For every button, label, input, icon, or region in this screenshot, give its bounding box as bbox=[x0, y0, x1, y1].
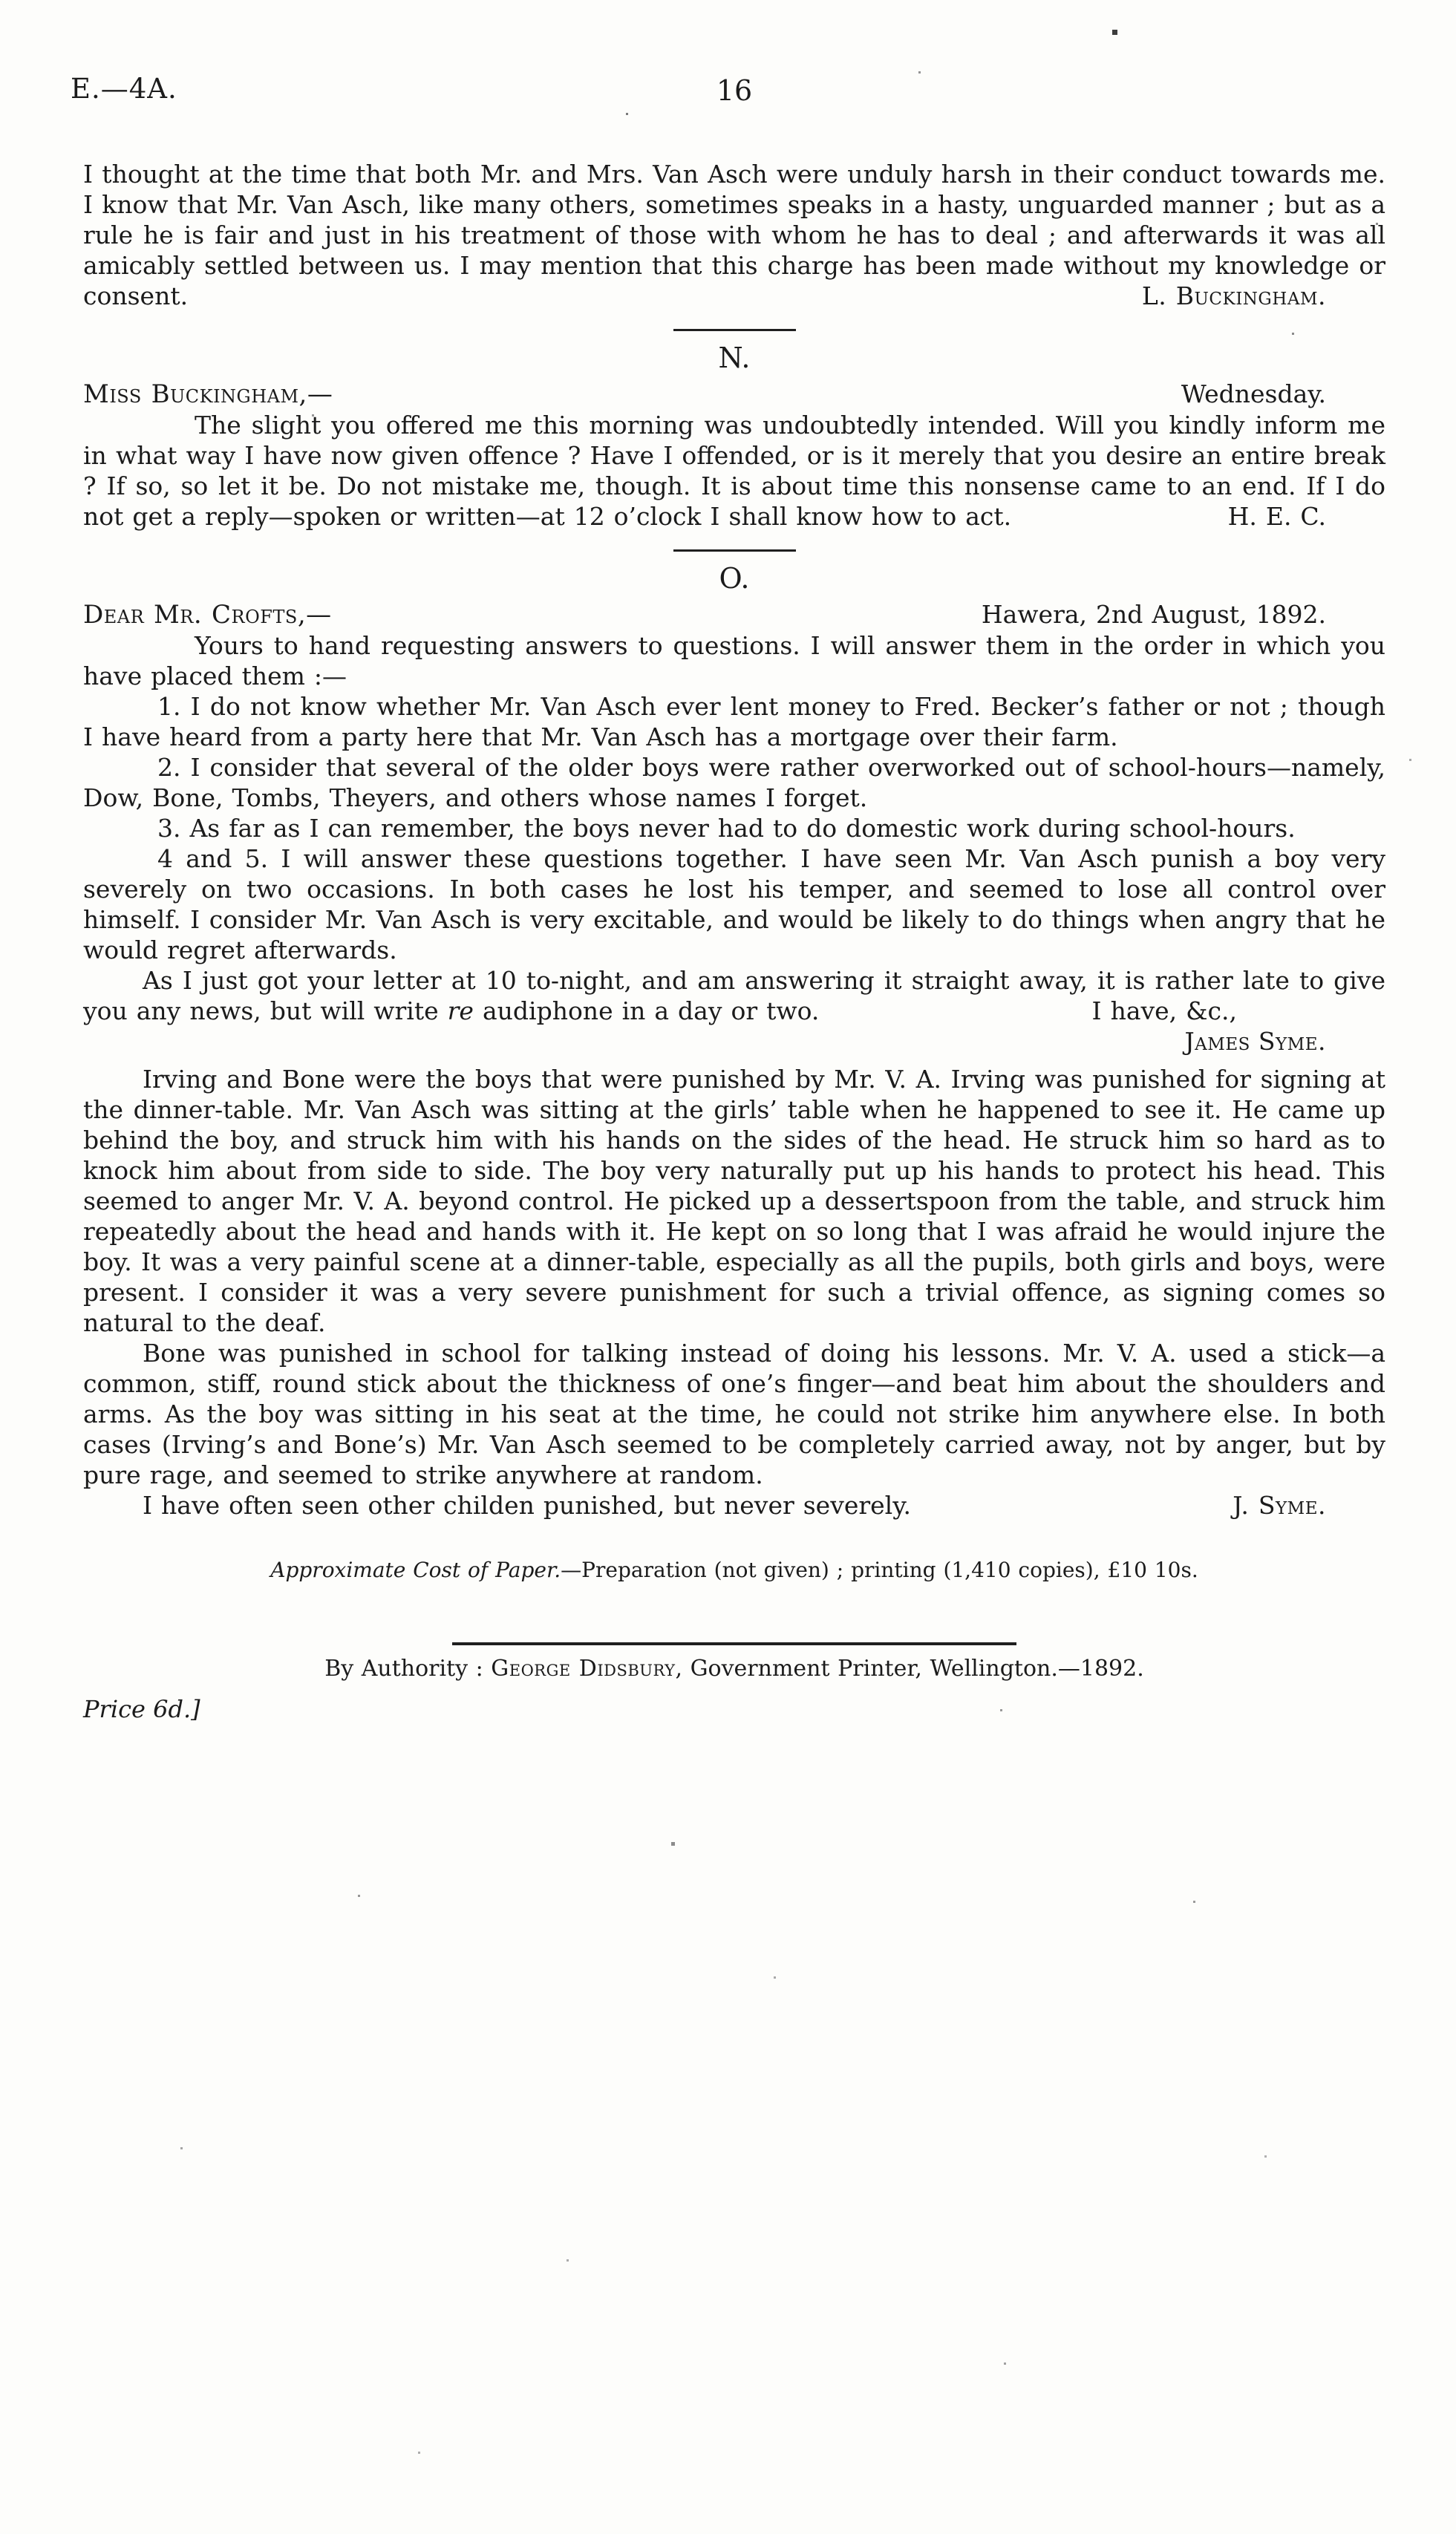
section-divider-rule bbox=[673, 329, 796, 331]
letter-o-answer-1: 1. I do not know whether Mr. Van Asch ever lent money to Fred. Becker’s father or not ; though I have heard from a party here that Mr. Van Asch has a mortgage over their farm. bbox=[83, 692, 1385, 751]
page-number: 16 bbox=[716, 74, 753, 107]
price-note: Price 6d.] bbox=[83, 1695, 200, 1723]
testimony-paragraph-bone: Bone was punished in school for talking instead of doing his lessons. Mr. V. A. used a stick—a common, stiff, round stick about the thickness of one’s finger—and beat him about the shoulders and arms. As the boy was sitting in his seat at the time, he could not strike him anywhere else. In both cases (Irving’s and Bone’s) Mr. Van Asch seemed to be completely carried away, not by anger, but by pure rage, and seemed to strike anywhere at random. bbox=[83, 1339, 1385, 1489]
letter-n-body-text: The slight you offered me this morning was undoubtedly intended. Will you kindly inform me in what way I have now given offence ? Have I offended, or is it merely that you desire an entire break ? If so, so let it be. Do not mistake me, though. It is about time this nonsense came to an end. If I do not get a reply—spoken or written—at 12 o’clock I shall know how to act. bbox=[83, 411, 1385, 531]
document-reference: E.—4A. bbox=[71, 73, 177, 105]
intro-paragraph-text: I thought at the time that both Mr. and Mrs. Van Asch were unduly harsh in their conduct towards me. I know that Mr. Van Asch, like many others, sometimes speaks in a hasty, unguarded manner ; but as a rule he is fair and just in his treatment of those with whom he has to deal ; and afterwards it was all amicably settled between us. I may mention that this charge has been made without my knowledge or consent. bbox=[83, 160, 1385, 310]
letter-o-answer-3: 3. As far as I can remember, the boys never had to do domestic work during school-hours. bbox=[157, 814, 1296, 843]
closing-text-after-italic: audiphone in a day or two. bbox=[473, 996, 820, 1025]
letter-o-answer-4-5: 4 and 5. I will answer these questions together. I have seen Mr. Van Asch punish a boy very severely on two occasions. In both cases he lost his temper, and seemed to lose all control over himself. I consider Mr. Van Asch is very excitable, and would be likely to do things when angry that he would regret afterwards. bbox=[83, 844, 1385, 964]
cost-note-title: Approximate Cost of Paper. bbox=[270, 1558, 561, 1582]
letter-n-salutation: Miss Buckingham,— bbox=[83, 379, 333, 409]
letter-o-dateline: Hawera, 2nd August, 1892. bbox=[981, 600, 1326, 629]
valediction: I have, &c., bbox=[1091, 996, 1237, 1025]
imprint-rule bbox=[452, 1642, 1016, 1645]
print-noise-specks bbox=[0, 0, 2, 2]
cost-of-paper-note bbox=[83, 1558, 1385, 1583]
imprint-suffix: , Government Printer, Wellington.—1892. bbox=[675, 1656, 1144, 1682]
letter-o-answer-2: 2. I consider that several of the older boys were rather overworked out of school-hours—namely, Dow, Bone, Tombs, Theyers, and others whose names I forget. bbox=[83, 753, 1385, 812]
letter-o-salutation-row bbox=[83, 599, 1385, 630]
letter-n-body bbox=[83, 410, 1385, 532]
signature-james-syme: James Syme. bbox=[1184, 1027, 1326, 1056]
letter-o-opening: Yours to hand requesting answers to questions. I will answer them in the order in which you have placed them :— bbox=[83, 631, 1385, 690]
letter-n-dateline: Wednesday. bbox=[1181, 379, 1326, 408]
closing-italic-word: re bbox=[447, 996, 474, 1025]
section-divider-rule bbox=[673, 549, 796, 552]
testimony-paragraph-irving: Irving and Bone were the boys that were punished by Mr. V. A. Irving was punished for signing at the dinner-table. Mr. Van Asch was sitting at the girls’ table when he happened to see it. He came up behind the boy, and struck him with his hands on the sides of the head. He struck him so hard as to knock him about from side to side. The boy very naturally put up his hands to protect his head. This seemed to anger Mr. V. A. beyond control. He picked up a dessertspoon from the table, and struck him repeatedly about the head and hands with it. He kept on so long that I was afraid he would injure the boy. It was a very painful scene at a dinner-table, especially as all the pupils, both girls and boys, were present. I consider it was a very severe punishment for such a trivial offence, as signing comes so natural to the deaf. bbox=[83, 1065, 1385, 1337]
section-heading-o: O. bbox=[719, 562, 750, 595]
closing-text-before-italic: As I just got your letter at 10 to-night, and am answering it straight away, it is rather late to give you any news, but will write bbox=[83, 966, 1385, 1025]
imprint-printer-name: George Didsbury bbox=[491, 1656, 676, 1682]
testimony-final-text: I have often seen other childen punished, but never severely. bbox=[143, 1491, 911, 1520]
text-column bbox=[83, 159, 1385, 1724]
testimony-final-line bbox=[83, 1490, 1385, 1521]
imprint-line bbox=[83, 1654, 1385, 1684]
letter-o-closing-paragraph bbox=[83, 965, 1385, 1026]
signature-j-syme: J. Syme. bbox=[1233, 1491, 1326, 1520]
letter-o-salutation: Dear Mr. Crofts,— bbox=[83, 600, 332, 630]
letter-n-salutation-row bbox=[83, 379, 1385, 410]
signature-buckingham: L. Buckingham. bbox=[1141, 281, 1326, 310]
imprint-prefix: By Authority : bbox=[324, 1656, 492, 1682]
signature-hec: H. E. C. bbox=[1227, 502, 1326, 531]
cost-note-detail: —Preparation (not given) ; printing (1,410 copies), £10 10s. bbox=[561, 1558, 1198, 1582]
intro-paragraph bbox=[83, 159, 1385, 311]
section-heading-n: N. bbox=[718, 342, 751, 374]
